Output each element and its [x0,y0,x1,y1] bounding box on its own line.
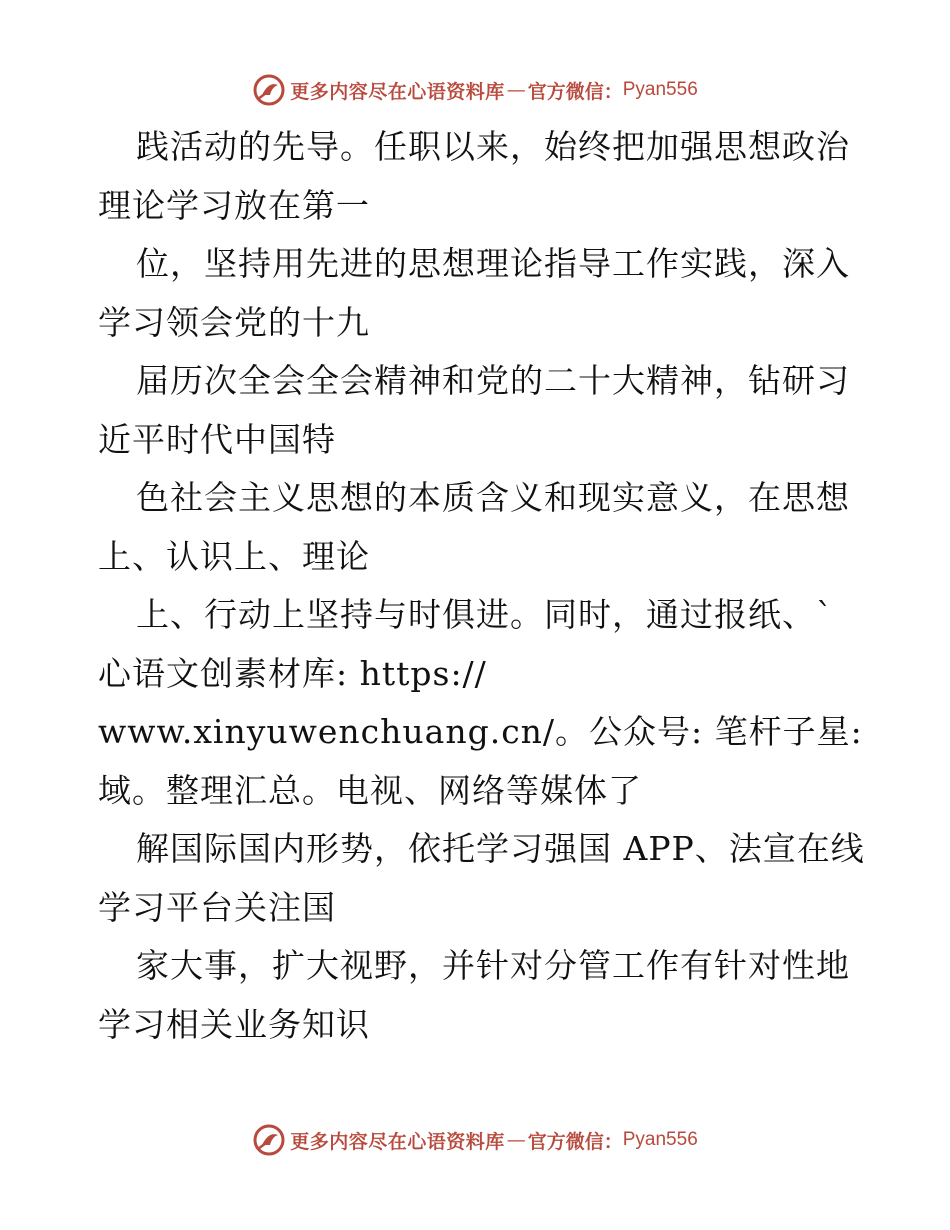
brand-logo-icon [252,73,286,107]
body-line: 理论学习放在第一 [98,185,370,225]
footer-wechat-label: 官方微信： [527,1130,623,1153]
body-line: 色社会主义思想的本质含义和现实意义，在思想 [136,478,850,517]
footer-wechat-id: Pyan556 [622,1129,698,1150]
body-line: 学习相关业务知识 [98,1004,370,1044]
body-line: 近平时代中国特 [98,419,336,459]
body-line: 家大事，扩大视野，并针对分管工作有针对性地 [136,946,850,985]
body-line: 上、行动上坚持与时俱进。同时，通过报纸、` [136,595,834,634]
header-separator: — [506,79,526,101]
header-wechat-id: Pyan556 [622,79,698,100]
body-line: 域。整理汇总。电视、网络等媒体了 [98,770,642,810]
document-body [98,118,865,1054]
brand-logo-icon [252,1123,286,1157]
body-line-url: www.xinyuwenchuang.cn/。公众号: 笔杆子星: [98,712,863,751]
footer-brand-text: 更多内容尽在心语资料库 [290,1130,505,1153]
body-line: 上、认识上、理论 [98,536,370,576]
body-line: 学习平台关注国 [98,887,336,927]
header-banner [0,70,950,110]
body-line: 践活动的先导。任职以来，始终把加强思想政治 [136,127,850,166]
body-line: 解国际国内形势，依托学习强国 APP、法宣在线 [136,829,865,868]
header-brand-text: 更多内容尽在心语资料库 [290,80,505,103]
footer-separator: — [506,1129,526,1151]
body-line: 学习领会党的十九 [98,302,370,342]
body-line: 心语文创素材库: https:// [98,653,487,693]
header-wechat-label: 官方微信： [527,80,623,103]
body-line: 届历次全会全会精神和党的二十大精神，钻研习 [136,361,850,400]
footer-banner [0,1120,950,1160]
body-line: 位，坚持用先进的思想理论指导工作实践，深入 [136,244,850,283]
